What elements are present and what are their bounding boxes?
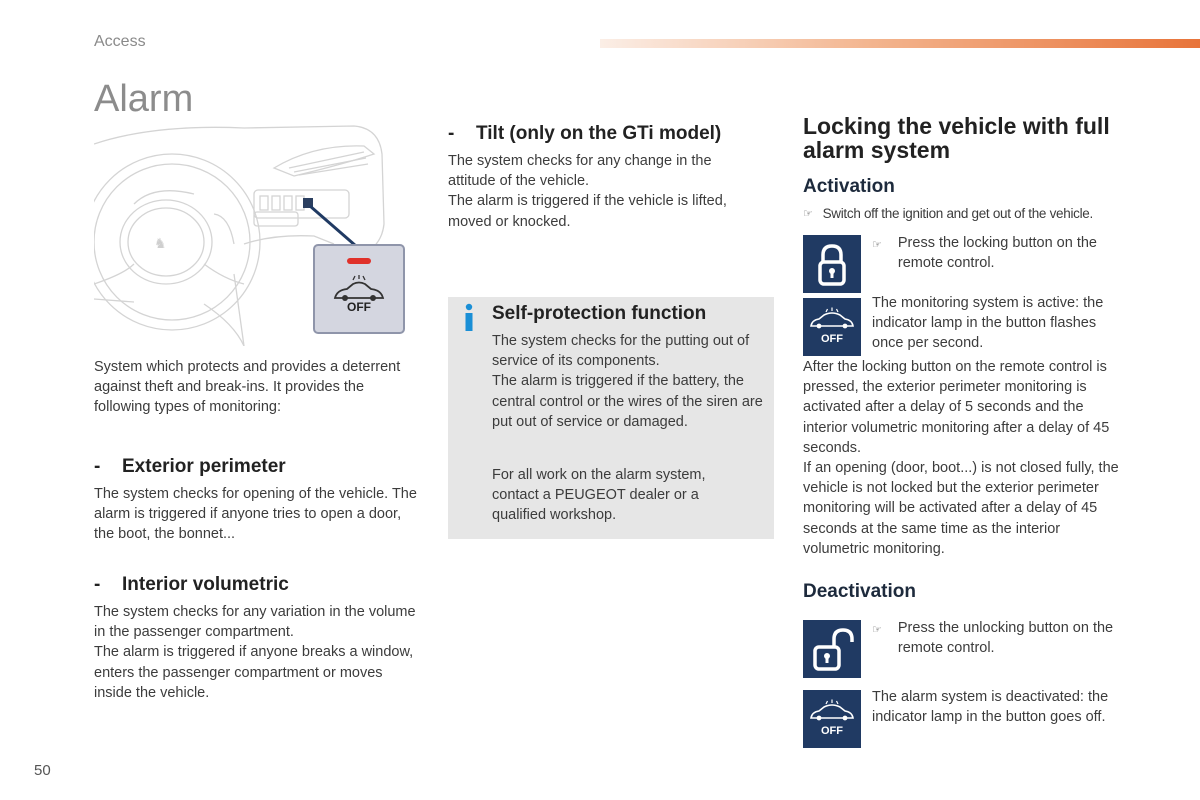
alarm-button-closeup — [313, 244, 405, 334]
activation-details — [803, 357, 1128, 559]
alarm-off-car-icon — [803, 690, 861, 748]
pointing-hand-icon: ☞ — [872, 239, 882, 251]
activation-step-2 — [872, 233, 1132, 273]
locking-heading: Locking the vehicle with full alarm system — [803, 113, 1110, 163]
self-protection-text — [492, 331, 768, 432]
tilt-heading: - Tilt (only on the GTi model) — [448, 123, 722, 144]
activation-heading: Activation — [803, 176, 895, 197]
monitoring-paragraph: The monitoring system is active: the indicator lamp in the button flashes once per second. — [872, 295, 1104, 352]
interior-heading: - Interior volumetric — [94, 574, 289, 595]
self-protection-paragraph-1: The system checks for the putting out of service of its components. — [492, 333, 750, 370]
lock-button-icon — [803, 235, 861, 293]
activation-step-1-text: Switch off the ignition and get out of the vehicle. — [822, 206, 1093, 221]
page-title: Alarm — [94, 78, 194, 120]
page-number: 50 — [34, 762, 51, 779]
activation-step-1 — [803, 205, 1163, 223]
intro-text — [94, 357, 424, 418]
svg-text:OFF: OFF — [821, 725, 843, 737]
padlock-open-icon — [803, 620, 861, 678]
alarm-off-car-icon — [803, 298, 861, 356]
interior-heading-text: Interior volumetric — [122, 574, 289, 595]
activation-paragraph-1: After the locking button on the remote control is pressed, the exterior perimeter monitoring is activated after a delay of 5 seconds and the interior volumetric monitoring after a delay of 45 seconds. — [803, 359, 1110, 456]
indicator-lamp — [347, 258, 371, 264]
tilt-text — [448, 151, 758, 232]
pointing-hand-icon: ☞ — [872, 624, 882, 636]
deactivation-result — [872, 687, 1134, 727]
exterior-paragraph: The system checks for opening of the vehicle. The alarm is triggered if anyone tries to open a door, the boot, the bonnet... — [94, 486, 417, 543]
monitoring-text — [872, 293, 1130, 354]
svg-text:OFF: OFF — [821, 333, 843, 345]
header-accent-bar — [600, 39, 1200, 48]
exterior-heading: - Exterior perimeter — [94, 456, 286, 477]
alarm-off-button-icon — [803, 298, 861, 356]
info-icon — [462, 303, 476, 331]
deactivation-heading: Deactivation — [803, 581, 916, 602]
interior-paragraph-1: The system checks for any variation in the volume in the passenger compartment. — [94, 604, 416, 641]
self-protection-heading: Self-protection function — [492, 303, 707, 324]
alarm-off-label: OFF — [347, 300, 371, 314]
svg-text:♞: ♞ — [154, 236, 167, 252]
deactivation-result-paragraph: The alarm system is deactivated: the indicator lamp in the button goes off. — [872, 689, 1109, 726]
interior-text — [94, 602, 419, 703]
exterior-heading-text: Exterior perimeter — [122, 456, 286, 477]
unlock-button-icon — [803, 620, 861, 678]
tilt-paragraph-2: The alarm is triggered if the vehicle is lifted, moved or knocked. — [448, 193, 727, 230]
deactivation-step-1-text: Press the unlocking button on the remote control. — [897, 620, 1114, 657]
pointing-hand-icon: ☞ — [803, 208, 813, 220]
tilt-heading-text: Tilt (only on the GTi model) — [476, 123, 722, 144]
activation-step-2-text: Press the locking button on the remote control. — [897, 235, 1097, 272]
self-protection-paragraph-3: For all work on the alarm system, contact a PEUGEOT dealer or a qualified workshop. — [492, 467, 706, 524]
interior-paragraph-2: The alarm is triggered if anyone breaks a window, enters the passenger compartment or moves inside the vehicle. — [94, 644, 414, 701]
deactivation-step-1 — [872, 618, 1132, 658]
padlock-closed-icon — [803, 235, 861, 293]
self-protection-paragraph-2: The alarm is triggered if the battery, the central control or the wires of the siren are put out of service or damaged. — [492, 373, 763, 430]
alarm-off-button-icon-2 — [803, 690, 861, 748]
section-label: Access — [94, 33, 146, 50]
tilt-paragraph-1: The system checks for any change in the attitude of the vehicle. — [448, 153, 712, 190]
activation-paragraph-2: If an opening (door, boot...) is not closed fully, the vehicle is not locked but the exterior perimeter monitoring will be activated after a delay of 45 seconds at the same time as the interior volumetric monitoring. — [803, 460, 1119, 557]
self-protection-note — [492, 465, 752, 526]
exterior-text — [94, 484, 419, 545]
intro-paragraph: System which protects and provides a deterrent against theft and break-ins. It provides the following types of monitoring: — [94, 359, 401, 416]
